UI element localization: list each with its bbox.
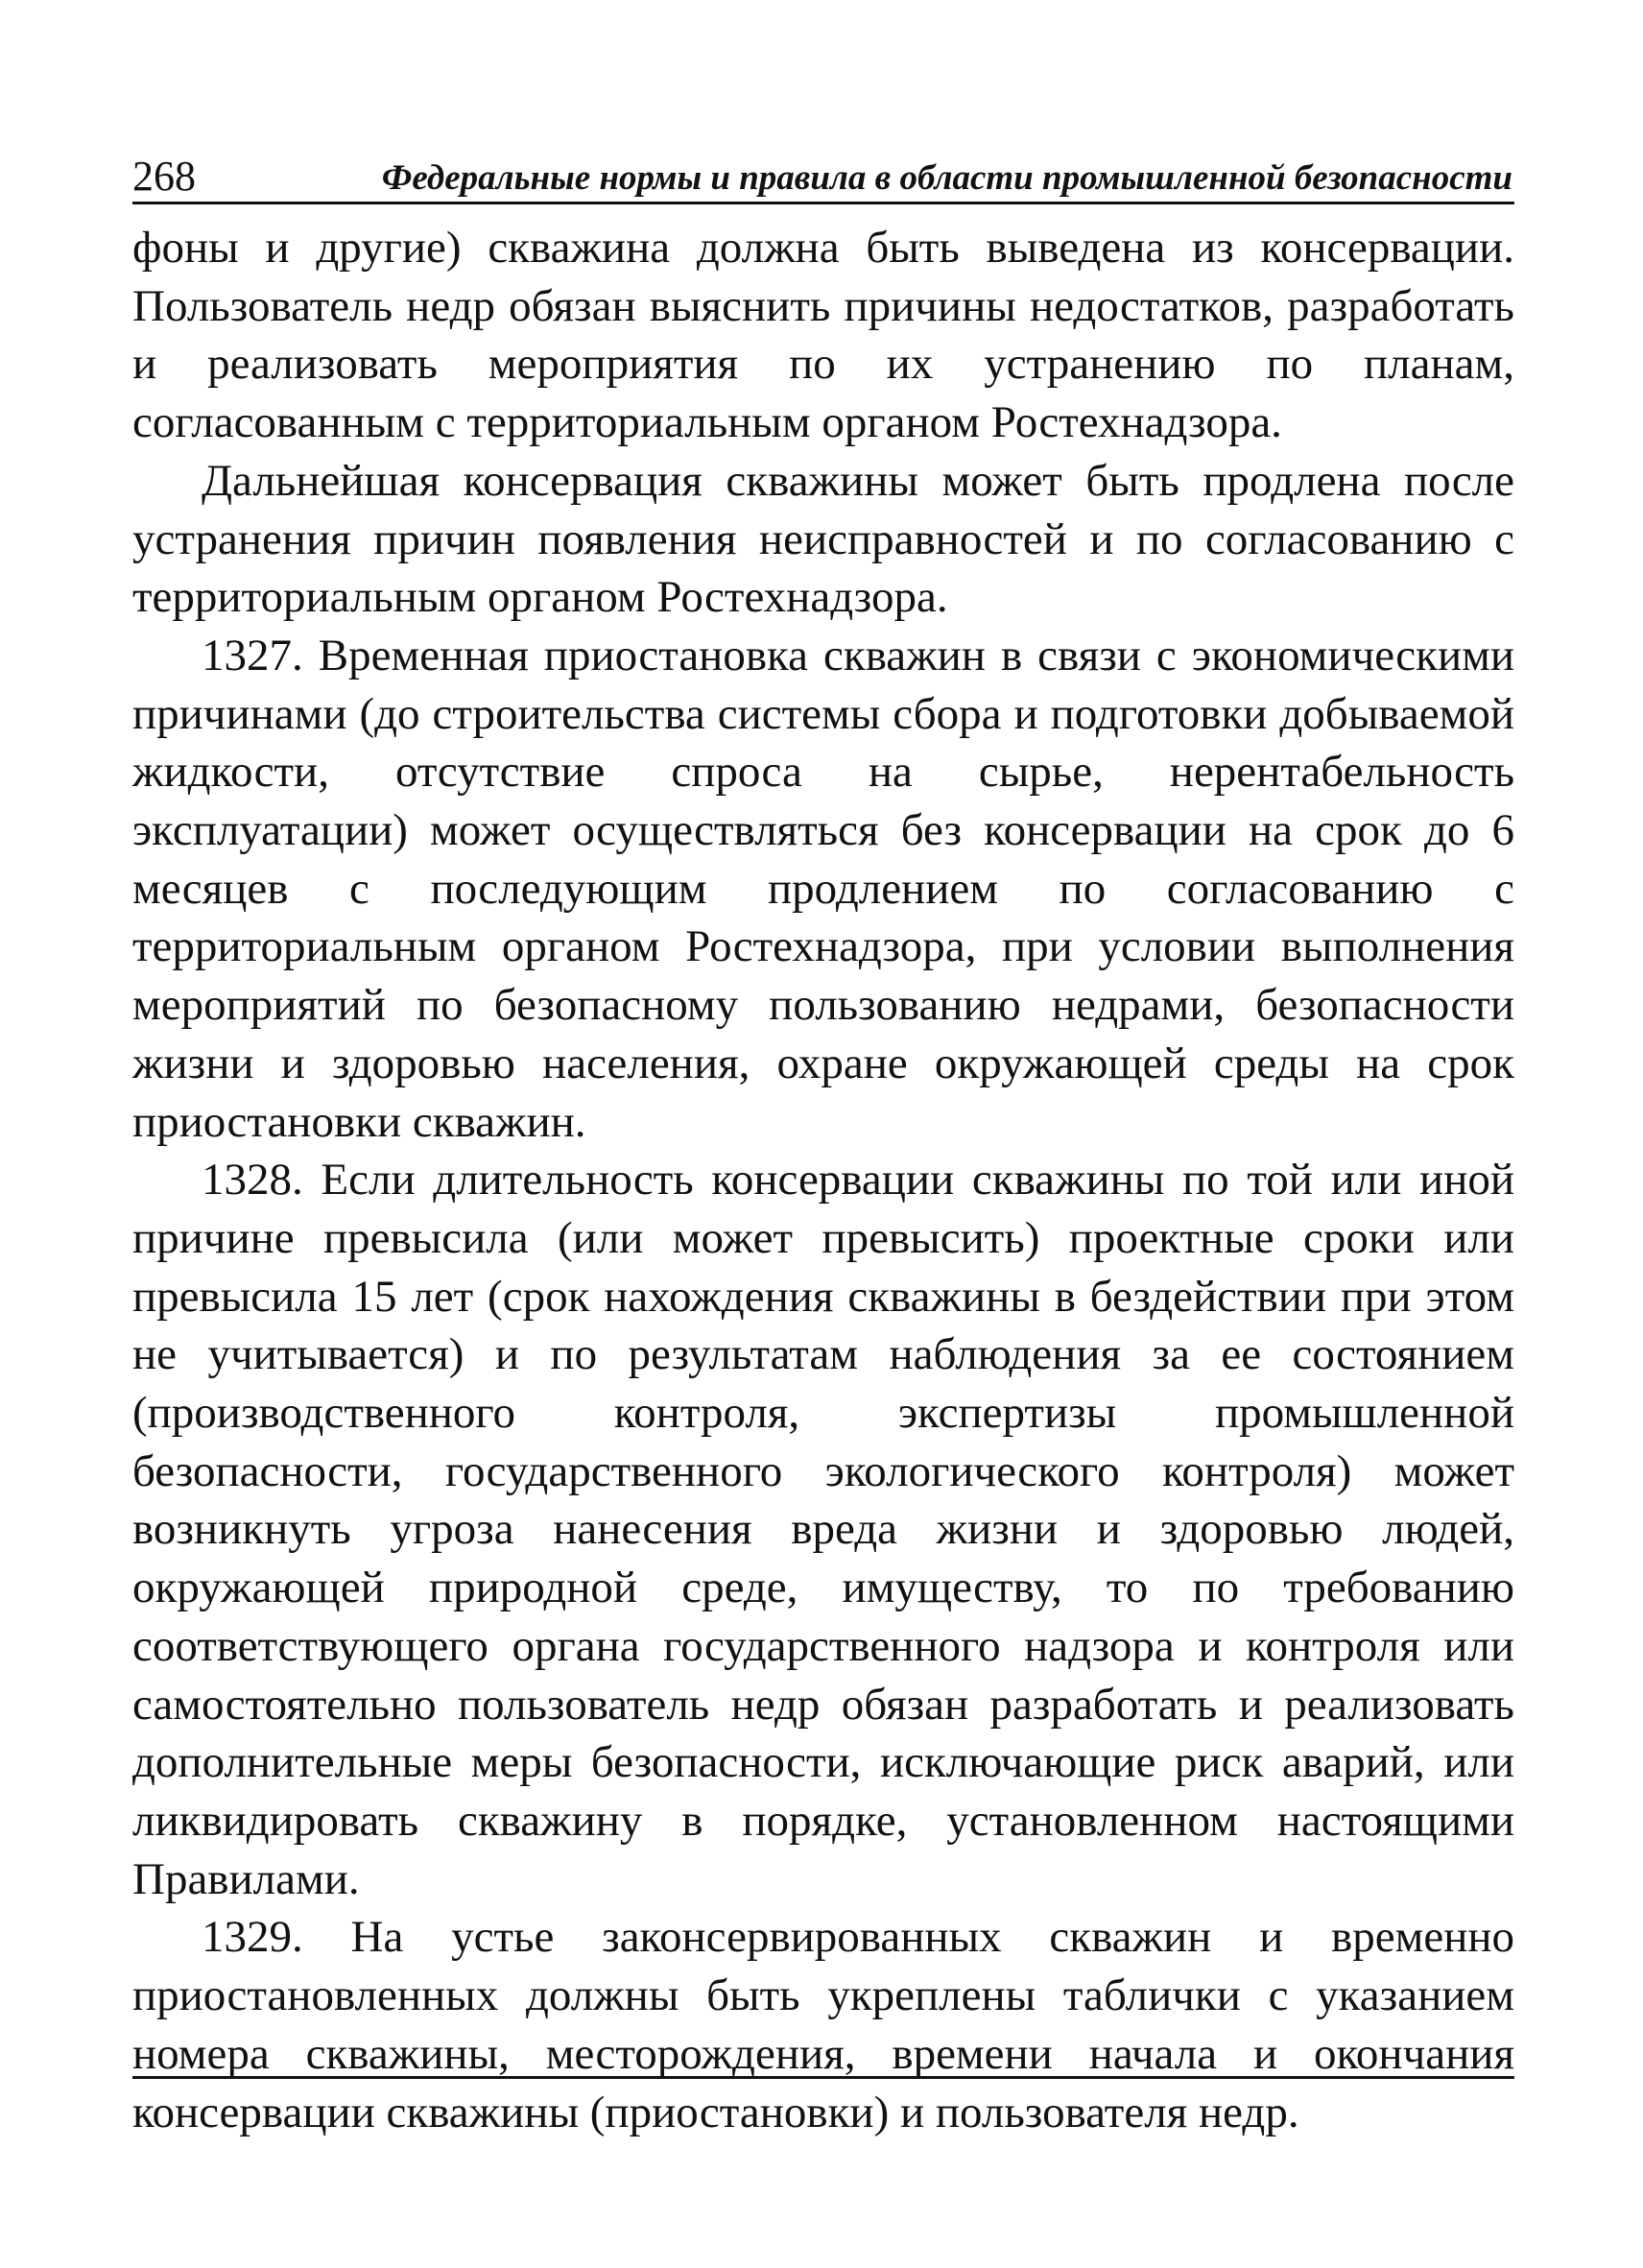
paragraph-1328: 1328. Если длительность консервации скважины по той или иной причине превысила (или может превысить) проектные сроки или превысила 15 лет (срок нахождения скважины в бездействии при этом не учитывается) и по результатам наблюдения за ее состоянием (производственного контроля, экспертизы промышленной безопасности, государственного экологического контроля) может возникнуть угроза нанесения вреда жизни и здоровью людей, окружающей природной среде, имуществу, то по требованию соответствующего органа государственного надзора и контроля или самостоятельно пользователь недр обязан разработать и реализовать дополнительные меры безопасности, исключающие риск аварий, или ликвидировать скважину в порядке, установленном настоящими Правилами.: [132, 1155, 1514, 1904]
paragraph-conservation-extension: Дальнейшая консервация скважины может быть продлена после устранения причин появления неисправностей и по согласованию с территориальным органом Ростехнадзора.: [132, 455, 1514, 623]
paragraph-1329: 1329. На устье законсервированных скважин и временно приостановленных должны быть укреплены таблички с указанием номера скважины, месторождения, времени начала и окончания консервации скважины (приостановки) и пользователя недр.: [132, 1912, 1514, 2137]
body-text: [132, 219, 1514, 2141]
page-header: [132, 144, 1514, 204]
bottom-rule: [132, 2076, 1514, 2079]
running-title: Федеральные нормы и правила в области промышленной безопасности: [381, 158, 1512, 198]
paragraph-1327: 1327. Временная приостановка скважин в связи с экономическими причинами (до строительства системы сбора и подготовки добываемой жидкости, отсутствие спроса на сырье, нерентабельность эксплуатации) может осуществляться без консервации на срок до 6 месяцев с последующим продлением по согласованию с территориальным органом Ростехнадзора, при условии выполнения мероприятий по безопасному пользованию недрами, безопасности жизни и здоровью населения, охране окружающей среды на срок приостановки скважин.: [132, 630, 1514, 1147]
page-number: 268: [132, 153, 196, 200]
paragraph-continuation: фоны и другие) скважина должна быть выведена из консервации. Пользователь недр обязан выяснить причины недостатков, разработать и реализовать мероприятия по их устранению по планам, согласованным с территориальным органом Ростехнадзора.: [132, 223, 1514, 448]
